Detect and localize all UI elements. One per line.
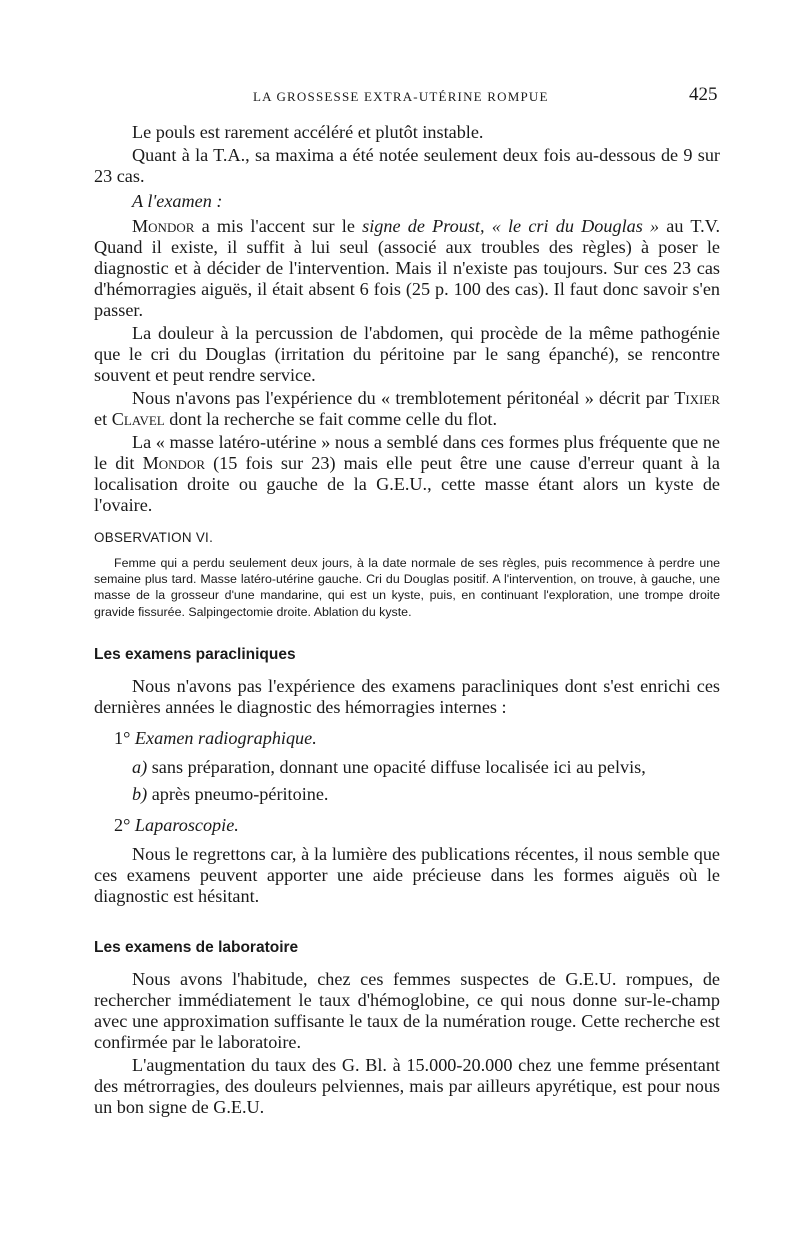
paragraph-white-cells: L'augmentation du taux des G. Bl. à 15.000-20.000 chez une femme présentant des métrorragies, des douleurs pelviennes, mais par ailleurs apyrétique, est pour nous un bon signe de G.E.U. [94,1054,720,1117]
paragraph-blood-pressure: Quant à la T.A., sa maxima a été notée seulement deux fois au-dessous de 9 sur 23 cas. [94,145,720,186]
paragraph-pulse: Le pouls est rarement accéléré et plutôt instable. [132,122,484,142]
exam-subheading: A l'examen : [132,191,223,211]
emphasis-text: signe de Proust, « le cri du Douglas » [362,216,660,236]
subsection-number: 2° [114,814,131,835]
subsection-laparoscopy [94,815,720,836]
paragraph-paraclinical-intro: Nous n'avons pas l'expérience des examens paracliniques dont s'est enrichi ces dernières années le diagnostic des hémorragies internes : [94,675,720,717]
paragraph-latero-uterine-mass: La « masse latéro-utérine » nous a semblé dans ces formes plus fréquente que ne le dit Mondor (15 fois sur 23) mais elle peut être une cause d'erreur quant à la localisation droite ou gauche de la G.E.U., cette masse étant alors un kyste de l'ovaire. [94,432,721,515]
subsection-title: Laparoscopie. [134,814,239,835]
author-name: Mondor [142,453,205,473]
paragraph-laparoscopy: Nous le regrettons car, à la lumière des publications récentes, il nous semble que ces examens peuvent apporter une aide précieuse dans les formes aiguës où le diagnostic est hésitant. [94,843,720,906]
author-name: Mondor [132,216,195,236]
section-heading-laboratory: Les examens de laboratoire [94,938,299,956]
subsection-radiography [94,728,720,749]
author-name: Clavel [111,409,165,429]
author-name: Tixier [674,388,720,408]
paragraph-hemoglobin: Nous avons l'habitude, chez ces femmes suspectes de G.E.U. rompues, de rechercher immédiatement le taux d'hémoglobine, ce qui nous donne sur-le-champ avec une approximation suffisante le taux de la numération rouge. Cette recherche est confirmée par le laboratoire. [94,968,720,1052]
observation-text: Femme qui a perdu seulement deux jours, à la date normale de ses règles, puis recommence à perdre une semaine plus tard. Masse latéro-utérine gauche. Cri du Douglas positif. A l'intervention, on trouve, à gauche, une masse de la grosseur d'une mandarine, qui est un kyste, puis, en continuant l'exploration, une trompe droite gravide fissurée. Salpingectomie droite. Ablation du kyste. [94,556,720,619]
list-item-b: b) après pneumo-péritoine. [132,783,329,804]
running-header: LA GROSSESSE EXTRA-UTÉRINE ROMPUE [253,89,549,104]
subsection-number: 1° [114,727,131,748]
page-body [94,122,720,1118]
list-item-a: a) sans préparation, donnant une opacité diffuse localisée ici au pelvis, [132,756,646,777]
paragraph-proust-sign: Mondor a mis l'accent sur le signe de Proust, « le cri du Douglas » au T.V. Quand il existe, il suffit à lui seul (associé aux troubles des règles) à poser le diagnostic et à décider de l'intervention. Mais il n'existe pas toujours. Sur ces 23 cas d'hémorragies aiguës, il était absent 6 fois (25 p. 100 des cas). Il faut donc savoir s'en passer. [94,216,720,320]
observation-title: OBSERVATION VI. [94,530,214,545]
section-heading-paraclinical: Les examens paracliniques [94,645,296,663]
page-number: 425 [689,84,718,105]
subsection-title: Examen radiographique. [134,727,317,748]
paragraph-peritoneal-tremor: Nous n'avons pas l'expérience du « tremblotement péritonéal » décrit par Tixier et Clavel dont la recherche se fait comme celle du flot. [94,388,720,429]
paragraph-percussion-pain: La douleur à la percussion de l'abdomen, qui procède de la même pathogénie que le cri du Douglas (irritation du péritoine par le sang épanché), se rencontre souvent et peut rendre service. [94,323,720,385]
